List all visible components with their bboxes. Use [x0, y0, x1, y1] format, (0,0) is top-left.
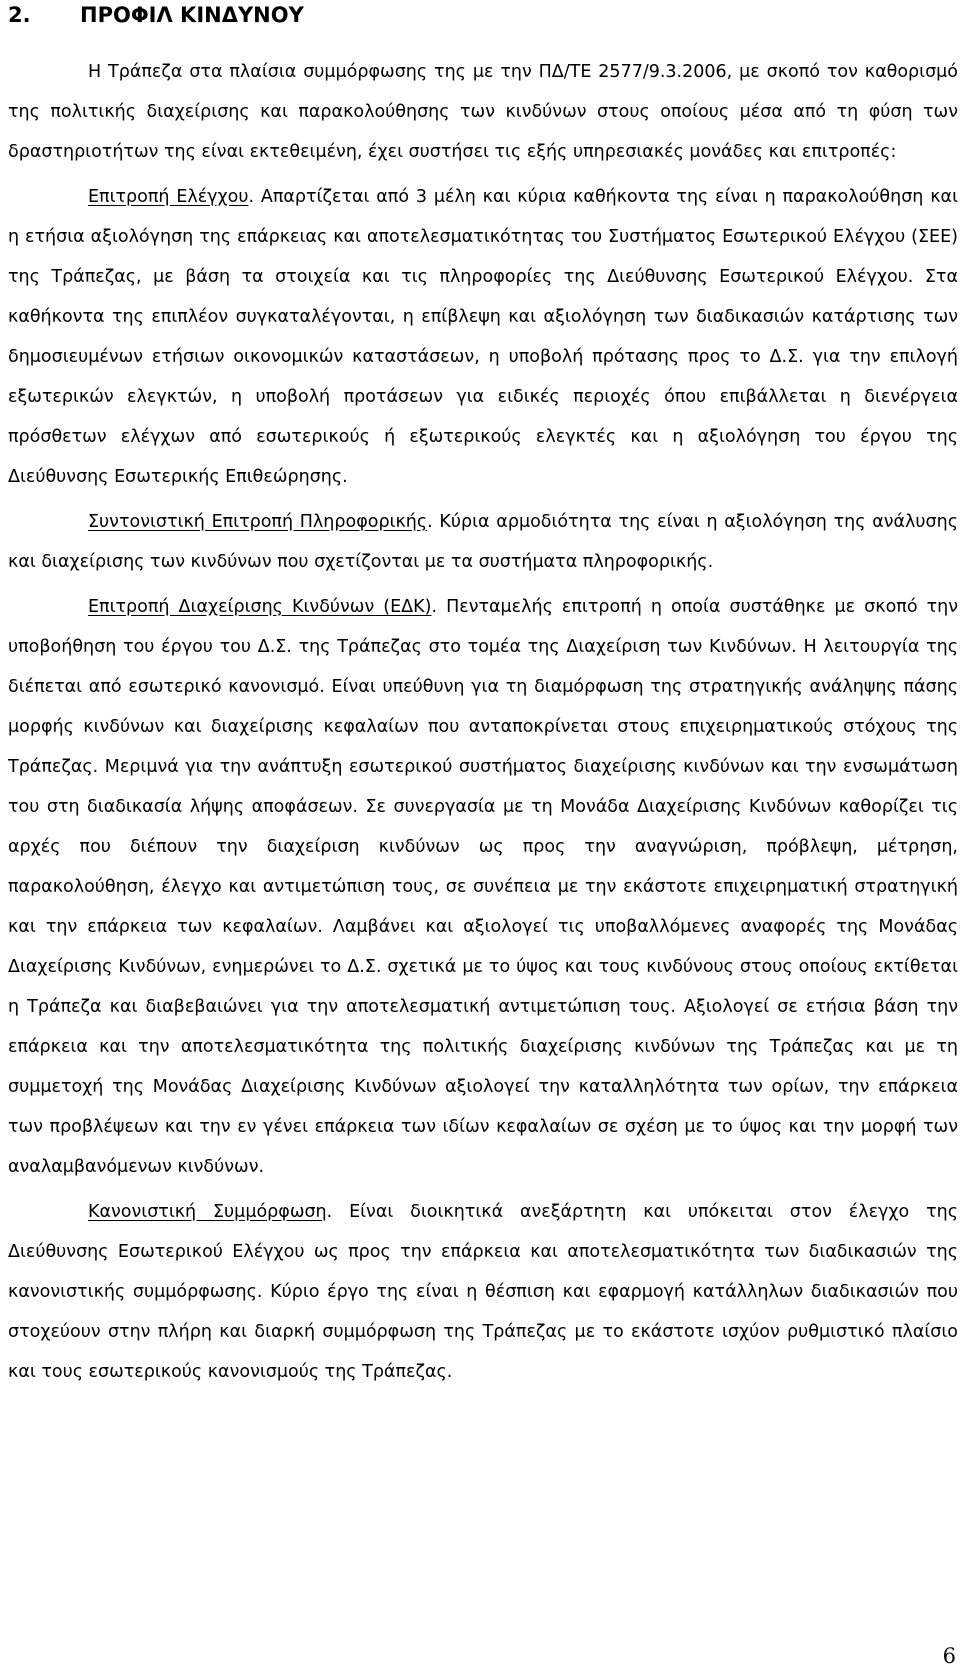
it-committee-heading: Συντονιστική Επιτροπή Πληροφορικής [88, 512, 428, 532]
document-body [8, 52, 958, 1397]
paragraph-text: . Κύρια αρμοδιότητα της είναι η αξιολόγηση της ανάλυσης και διαχείρισης των κινδύνων που σχετίζονται με τα συστήματα πληροφορικής. [8, 512, 958, 572]
paragraph-text: Η Τράπεζα στα πλαίσια συμμόρφωσης της με την ΠΔ/ΤΕ 2577/9.3.2006, με σκοπό τον καθορισμό της πολιτικής διαχείρισης και παρακολούθησης των κινδύνων στους οποίους μέσα από τη φύση των δραστηριοτήτων της είναι εκτεθειμένη, έχει συστήσει τις εξής υπηρεσιακές μονάδες και επιτροπές: [8, 62, 958, 162]
section-title: ΠΡΟΦΙΛ ΚΙΝΔΥΝΟΥ [80, 3, 304, 27]
paragraph-text: . Απαρτίζεται από 3 μέλη και κύρια καθήκοντα της είναι η παρακολούθηση και η ετήσια αξιολόγηση της επάρκειας και αποτελεσματικότητας του Συστήματος Εσωτερικού Ελέγχου (ΣΕΕ) της Τράπεζας, με βάση τα στοιχεία και τις πληροφορίες της Διεύθυνσης Εσωτερικού Ελέγχου. Στα καθήκοντα της επιπλέον συγκαταλέγονται, η επίβλεψη και αξιολόγηση των διαδικασιών κατάρτισης των δημοσιευμένων ετήσιων οικονομικών καταστάσεων, η υποβολή πρότασης προς το Δ.Σ. για την επιλογή εξωτερικών ελεγκτών, η υποβολή προτάσεων για ειδικές περιοχές όπου επιβάλλεται η διενέργεια πρόσθετων ελέγχων από εσωτερικούς ή εξωτερικούς ελεγκτές και η αξιολόγηση του έργου της Διεύθυνσης Εσωτερικής Επιθεώρησης. [8, 187, 958, 487]
paragraph-risk-committee [8, 587, 958, 1187]
paragraph-audit-committee [8, 177, 958, 497]
paragraph-text: . Πενταμελής επιτροπή η οποία συστάθηκε με σκοπό την υποβοήθηση του έργου του Δ.Σ. της Τράπεζας στο τομέα της Διαχείριση των Κινδύνων. Η λειτουργία της διέπεται από εσωτερικό κανονισμό. Είναι υπεύθυνη για τη διαμόρφωση της στρατηγικής ανάληψης πάσης μορφής κινδύνων και διαχείρισης κεφαλαίων που ανταποκρίνεται στους επιχειρηματικούς στόχους της Τράπεζας. Μεριμνά για την ανάπτυξη εσωτερικού συστήματος διαχείρισης κινδύνων και την ενσωμάτωση του στη διαδικασία λήψης αποφάσεων. Σε συνεργασία με τη Μονάδα Διαχείρισης Κινδύνων καθορίζει τις αρχές που διέπουν την διαχείριση κινδύνων ως προς την αναγνώριση, πρόβλεψη, μέτρηση, παρακολούθηση, έλεγχο και αντιμετώπιση τους, σε συνέπεια με την εκάστοτε επιχειρηματική στρατηγική και την επάρκεια των κεφαλαίων. Λαμβάνει και αξιολογεί τις υποβαλλόμενες αναφορές της Μονάδας Διαχείρισης Κινδύνων, ενημερώνει το Δ.Σ. σχετικά με το ύψος και τους κινδύνους στους οποίους εκτίθεται η Τράπεζα και διαβεβαιώνει για την αποτελεσματική αντιμετώπιση τους. Αξιολογεί σε ετήσια βάση την επάρκεια και την αποτελεσματικότητα της πολιτικής διαχείρισης κινδύνων της Τράπεζας και με τη συμμετοχή της Μονάδας Διαχείρισης Κινδύνων αξιολογεί την καταλληλότητα των ορίων, την επάρκεια των προβλέψεων και την εν γένει επάρκεια των ιδίων κεφαλαίων σε σχέση με το ύψος και την μορφή των αναλαμβανόμενων κινδύνων. [8, 597, 958, 1177]
paragraph-it-committee [8, 502, 958, 582]
intro-paragraph [8, 52, 958, 172]
compliance-heading: Κανονιστική Συμμόρφωση [88, 1202, 327, 1222]
section-heading [8, 0, 304, 30]
paragraph-compliance [8, 1192, 958, 1392]
section-number: 2. [8, 3, 31, 27]
audit-committee-heading: Επιτροπή Ελέγχου [88, 187, 249, 207]
paragraph-text: . Είναι διοικητικά ανεξάρτητη και υπόκειται στον έλεγχο της Διεύθυνσης Εσωτερικού Ελέγχου ως προς την επάρκεια και αποτελεσματικότητα των διαδικασιών της κανονιστικής συμμόρφωσης. Κύριο έργο της είναι η θέσπιση και εφαρμογή κατάλληλων διαδικασιών που στοχεύουν στην πλήρη και διαρκή συμμόρφωση της Τράπεζας με το εκάστοτε ισχύον ρυθμιστικό πλαίσιο και τους εσωτερικούς κανονισμούς της Τράπεζας. [8, 1202, 958, 1382]
page-number: 6 [942, 1644, 956, 1668]
risk-committee-heading: Επιτροπή Διαχείρισης Κινδύνων (ΕΔΚ) [88, 597, 432, 617]
